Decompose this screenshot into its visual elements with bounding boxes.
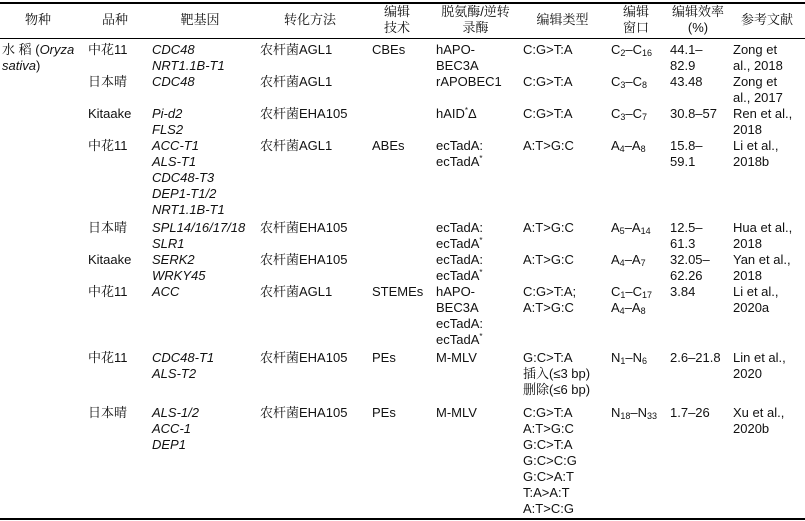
- edit-type: C:G>T:A: [523, 405, 573, 420]
- species-line-1: 水 稻 (Oryza: [2, 42, 75, 57]
- method-cell: 农杆菌AGL1: [260, 74, 333, 89]
- target-gene: SLR1: [152, 236, 185, 251]
- target-gene: WRKY45: [152, 268, 206, 283]
- edit-window: $C_1-C_{17}$: [611, 284, 653, 300]
- method-cell: 农杆菌AGL1: [260, 284, 333, 299]
- edit-window: $A_4-A_8$: [611, 138, 646, 154]
- edit-type: C:G>T:A: [523, 42, 573, 57]
- header-ref: 参考文献: [740, 12, 793, 27]
- reference-cell: Xu et al.,: [733, 405, 785, 420]
- edit-type: A:T>G:C: [523, 300, 574, 315]
- variety-cell: 中花11: [88, 284, 128, 299]
- header-window-2: 窗口: [622, 20, 649, 35]
- enzyme-cell: ecTadA:: [436, 316, 483, 331]
- variety-cell: Kitaake: [88, 252, 132, 267]
- method-cell: 农杆菌EHA105: [260, 106, 348, 121]
- reference-cell: 2020a: [733, 300, 770, 315]
- edit-type: T:A>A:T: [523, 485, 570, 500]
- target-gene: FLS2: [152, 122, 184, 137]
- edit-type: C:G>T:A: [523, 74, 573, 89]
- efficiency-cell: 15.8–: [670, 138, 703, 153]
- header-enzyme-2: 录酶: [462, 20, 489, 35]
- target-gene: NRT1.1B-T1: [152, 58, 225, 73]
- header-window-1: 编辑: [622, 4, 649, 19]
- reference-cell: 2018: [733, 236, 762, 251]
- reference-cell: Zong et: [733, 42, 778, 57]
- enzyme-cell: ecTadA*: [436, 332, 483, 347]
- edit-window: $C_3-C_8$: [611, 74, 648, 90]
- reference-cell: Li et al.,: [733, 284, 779, 299]
- variety-cell: 日本晴: [88, 220, 128, 235]
- reference-cell: Lin et al.,: [733, 350, 786, 365]
- edit-type: A:T>G:C: [523, 252, 574, 267]
- edit-window: $N_{18}-N_{33}$: [611, 405, 658, 421]
- method-cell: 农杆菌AGL1: [260, 42, 333, 57]
- reference-cell: Ren et al.,: [733, 106, 793, 121]
- target-gene: SPL14/16/17/18: [152, 220, 246, 235]
- efficiency-cell: 61.3: [670, 236, 696, 251]
- header-rule: [0, 38, 805, 39]
- reference-cell: Zong et: [733, 74, 778, 89]
- target-gene: ACC-T1: [152, 138, 199, 153]
- bottom-rule: [0, 518, 805, 520]
- edit-type: G:C>T:A: [523, 350, 573, 365]
- efficiency-cell: 30.8–57: [670, 106, 717, 121]
- enzyme-cell: ecTadA:: [436, 138, 483, 153]
- efficiency-cell: 82.9: [670, 58, 696, 73]
- header-variety: 品种: [101, 12, 128, 27]
- variety-cell: 中花11: [88, 138, 128, 153]
- header-eff-2: (%): [687, 20, 709, 35]
- enzyme-cell: M-MLV: [436, 350, 477, 365]
- edit-type: A:T>G:C: [523, 138, 574, 153]
- reference-cell: 2018: [733, 122, 762, 137]
- reference-cell: 2020b: [733, 421, 770, 436]
- reference-cell: al., 2018: [733, 58, 783, 73]
- tech-cell: CBEs: [372, 42, 406, 57]
- tech-cell: STEMEs: [372, 284, 424, 299]
- variety-cell: 日本晴: [88, 405, 128, 420]
- target-gene: NRT1.1B-T1: [152, 202, 225, 217]
- target-gene: ALS-T1: [152, 154, 197, 169]
- header-eff-1: 编辑效率: [671, 4, 724, 19]
- edit-type: 插入(≤3 bp): [523, 366, 591, 381]
- target-gene: CDC48: [152, 74, 195, 89]
- target-gene: ACC: [152, 284, 180, 299]
- enzyme-cell: ecTadA*: [436, 154, 483, 169]
- enzyme-cell: ecTadA*: [436, 268, 483, 283]
- enzyme-cell: BEC3A: [436, 300, 479, 315]
- target-gene: DEP1: [152, 437, 186, 452]
- header-enzyme-1: 脱氨酶/逆转: [441, 4, 510, 19]
- efficiency-cell: 2.6–21.8: [670, 350, 721, 365]
- reference-cell: Hua et al.,: [733, 220, 793, 235]
- efficiency-cell: 59.1: [670, 154, 696, 169]
- reference-cell: Li et al.,: [733, 138, 779, 153]
- edit-type: A:T>G:C: [523, 421, 574, 436]
- enzyme-cell: hAPO-: [436, 42, 476, 57]
- edit-type: G:C>A:T: [523, 469, 574, 484]
- edit-type: G:C>T:A: [523, 437, 573, 452]
- enzyme-cell: ecTadA:: [436, 220, 483, 235]
- edit-window: $A_4-A_7$: [611, 252, 646, 268]
- species-line-2: sativa): [2, 58, 41, 73]
- enzyme-cell: ecTadA*: [436, 236, 483, 251]
- target-gene: ALS-1/2: [152, 405, 199, 420]
- method-cell: 农杆菌AGL1: [260, 138, 333, 153]
- method-cell: 农杆菌EHA105: [260, 252, 348, 267]
- variety-cell: 中花11: [88, 42, 128, 57]
- edit-window: $A_5-A_{14}$: [611, 220, 651, 236]
- method-cell: 农杆菌EHA105: [260, 350, 348, 365]
- enzyme-cell: rAPOBEC1: [436, 74, 502, 89]
- edit-type: 删除(≤6 bp): [523, 382, 591, 397]
- target-gene: ACC-1: [152, 421, 192, 436]
- target-gene: Pi-d2: [152, 106, 183, 121]
- tech-cell: PEs: [372, 405, 396, 420]
- header-target: 靶基因: [180, 12, 220, 27]
- efficiency-cell: 1.7–26: [670, 405, 710, 420]
- efficiency-cell: 32.05–: [670, 252, 710, 267]
- reference-cell: 2020: [733, 366, 762, 381]
- enzyme-cell: hAPO-: [436, 284, 476, 299]
- method-cell: 农杆菌EHA105: [260, 405, 348, 420]
- edit-window: $C_3-C_7$: [611, 106, 648, 122]
- header-species: 物种: [24, 12, 51, 27]
- edit-window: $N_1-N_6$: [611, 350, 648, 366]
- edit-type: A:T>G:C: [523, 220, 574, 235]
- edit-type: C:G>T:A;: [523, 284, 577, 299]
- edit-type: G:C>C:G: [523, 453, 577, 468]
- variety-cell: 日本晴: [88, 74, 128, 89]
- reference-cell: 2018b: [733, 154, 770, 169]
- edit-type: C:G>T:A: [523, 106, 573, 121]
- efficiency-cell: 44.1–: [670, 42, 703, 57]
- efficiency-cell: 43.48: [670, 74, 703, 89]
- enzyme-cell: ecTadA:: [436, 252, 483, 267]
- header-tech-1: 编辑: [383, 4, 410, 19]
- variety-cell: 中花11: [88, 350, 128, 365]
- target-gene: SERK2: [152, 252, 195, 267]
- edit-window: $A_4-A_8$: [611, 300, 646, 316]
- reference-cell: Yan et al.,: [733, 252, 791, 267]
- reference-cell: al., 2017: [733, 90, 783, 105]
- tech-cell: ABEs: [372, 138, 405, 153]
- header-type: 编辑类型: [536, 12, 589, 27]
- variety-cell: Kitaake: [88, 106, 132, 121]
- header-tech-2: 技术: [383, 20, 410, 35]
- efficiency-cell: 12.5–: [670, 220, 703, 235]
- efficiency-cell: 62.26: [670, 268, 703, 283]
- header-method: 转化方法: [283, 12, 336, 27]
- target-gene: CDC48: [152, 42, 195, 57]
- target-gene: DEP1-T1/2: [152, 186, 217, 201]
- target-gene: CDC48-T3: [152, 170, 215, 185]
- target-gene: ALS-T2: [152, 366, 197, 381]
- target-gene: CDC48-T1: [152, 350, 215, 365]
- enzyme-cell: hAID*Δ: [436, 106, 477, 121]
- enzyme-cell: M-MLV: [436, 405, 477, 420]
- method-cell: 农杆菌EHA105: [260, 220, 348, 235]
- reference-cell: 2018: [733, 268, 762, 283]
- tech-cell: PEs: [372, 350, 396, 365]
- edit-window: $C_2-C_{16}$: [611, 42, 653, 58]
- enzyme-cell: BEC3A: [436, 58, 479, 73]
- edit-type: A:T>C:G: [523, 501, 574, 516]
- efficiency-cell: 3.84: [670, 284, 696, 299]
